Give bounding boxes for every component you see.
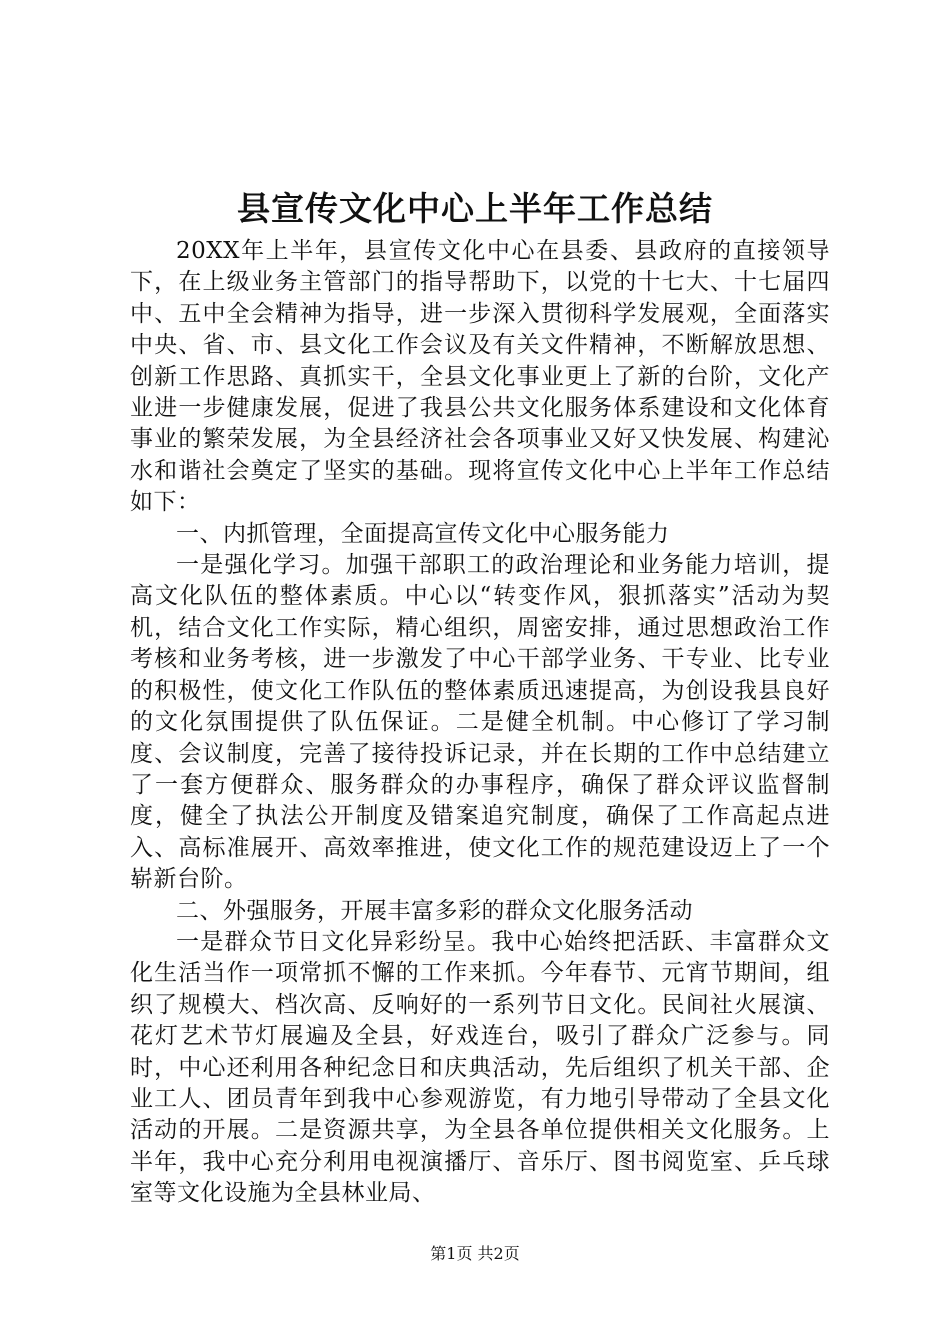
section-heading-1: 一、内抓管理，全面提高宣传文化中心服务能力	[176, 520, 670, 547]
intro-paragraph: 20XX年上半年，县宣传文化中心在县委、县政府的直接领导下，在上级业务主管部门的指导帮助下，以党的十七大、十七届四中、五中全会精神为指导，进一步深入贯彻科学发展观，全面落实中央、省、市、县文化工作会议及有关文件精神，不断解放思想、创新工作思路、真抓实干，全县文化事业更上了新的台阶，文化产业进一步健康发展，促进了我县公共文化服务体系建设和文化体育事业的繁荣发展，为全县经济社会各项事业又好又快发展、构建沁水和谐社会奠定了坚实的基础。现将宣传文化中心上半年工作总结如下：	[130, 238, 830, 516]
section-heading-2: 二、外强服务，开展丰富多彩的群众文化服务活动	[176, 897, 693, 924]
section-1-paragraph: 一是强化学习。加强干部职工的政治理论和业务能力培训，提高文化队伍的整体素质。中心以“转变作风，狠抓落实”活动为契机，结合文化工作实际，精心组织，周密安排，通过思想政治工作考核和业务考核，进一步激发了中心干部学业务、干专业、比专业的积极性，使文化工作队伍的整体素质迅速提高，为创设我县良好的文化氛围提供了队伍保证。二是健全机制。中心修订了学习制度、会议制度，完善了接待投诉记录，并在长期的工作中总结建立了一套方便群众、服务群众的办事程序，确保了群众评议监督制度，健全了执法公开制度及错案追究制度，确保了工作高起点进入、高标准展开、高效率推进，使文化工作的规范建设迈上了一个崭新台阶。	[130, 552, 830, 893]
document-body	[130, 236, 830, 1210]
page-number-footer: 第1页 共2页	[430, 1244, 520, 1263]
document-title: 县宣传文化中心上半年工作总结	[237, 189, 713, 228]
section-2-paragraph: 一是群众节日文化异彩纷呈。我中心始终把活跃、丰富群众文化生活当作一项常抓不懈的工作来抓。今年春节、元宵节期间，组织了规模大、档次高、反响好的一系列节日文化。民间社火展演、花灯艺术节灯展遍及全县，好戏连台，吸引了群众广泛参与。同时，中心还利用各种纪念日和庆典活动，先后组织了机关干部、企业工人、团员青年到我中心参观游览，有力地引导带动了全县文化活动的开展。二是资源共享，为全县各单位提供相关文化服务。上半年，我中心充分利用电视演播厅、音乐厅、图书阅览室、乒乓球室等文化设施为全县林业局、	[130, 928, 830, 1207]
